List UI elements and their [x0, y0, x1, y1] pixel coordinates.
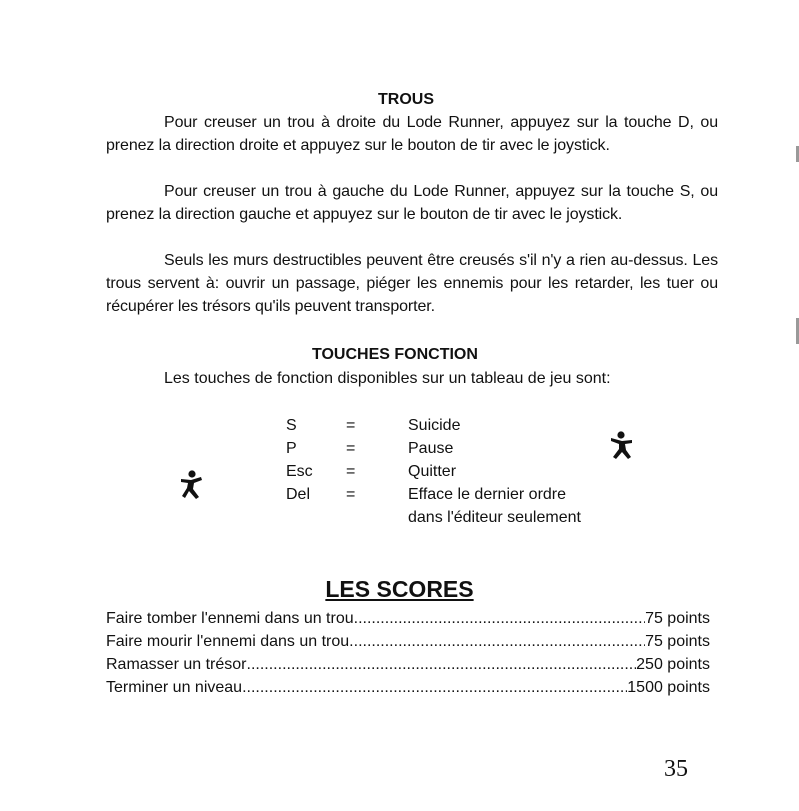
page-number: 35 — [664, 756, 688, 782]
key-description: Quitter — [408, 463, 457, 480]
equals-sign: = — [346, 417, 356, 434]
key-name: S — [286, 417, 297, 434]
score-points: 75 points — [645, 610, 710, 627]
score-row — [106, 676, 710, 699]
score-label: Faire mourir l'ennemi dans un trou — [106, 633, 350, 650]
score-label: Terminer un niveau — [106, 679, 243, 696]
touches-intro: Les touches de fonction disponibles sur un tableau de jeu sont: — [164, 370, 611, 387]
runner-icon — [178, 470, 204, 500]
score-points: 1500 points — [627, 679, 710, 696]
dot-leader — [242, 676, 627, 699]
dot-leader — [247, 653, 637, 676]
equals-sign: = — [346, 463, 356, 480]
key-description: Pause — [408, 440, 454, 457]
equals-sign: = — [346, 440, 356, 457]
section-title-trous: TROUS — [378, 91, 434, 108]
dot-leader — [354, 607, 645, 630]
score-label: Faire tomber l'ennemi dans un trou — [106, 610, 354, 627]
key-name: Esc — [286, 463, 313, 480]
score-row — [106, 607, 710, 630]
score-label: Ramasser un trésor — [106, 656, 247, 673]
score-points: 250 points — [636, 656, 710, 673]
runner-icon — [609, 431, 635, 461]
score-row — [106, 653, 710, 676]
paragraph-destructible-walls: Seuls les murs destructibles peuvent être creusés s'il n'y a rien au-dessus. Les trous servent à: ouvrir un passage, piéger les ennemis pour les retarder, les tuer ou récupérer les trésors qu'ils peuvent transporter. — [106, 252, 718, 315]
key-description: Suicide — [408, 417, 461, 434]
scores-list — [106, 607, 710, 699]
section-title-touches: TOUCHES FONCTION — [312, 346, 478, 363]
score-points: 75 points — [645, 633, 710, 650]
equals-sign: = — [346, 486, 356, 503]
paragraph-dig-right: Pour creuser un trou à droite du Lode Runner, appuyez sur la touche D, ou prenez la direction droite et appuyez sur le bouton de tir avec le joystick. — [106, 114, 718, 154]
key-name: P — [286, 440, 297, 457]
scores-title: LES SCORES — [325, 576, 474, 602]
paragraph-dig-left: Pour creuser un trou à gauche du Lode Runner, appuyez sur la touche S, ou prenez la direction gauche et appuyez sur le bouton de tir avec le joystick. — [106, 183, 718, 223]
key-description: dans l'éditeur seulement — [408, 509, 581, 526]
key-description: Efface le dernier ordre — [408, 486, 567, 503]
key-name: Del — [286, 486, 311, 503]
dot-leader — [349, 630, 645, 653]
score-row — [106, 630, 710, 653]
